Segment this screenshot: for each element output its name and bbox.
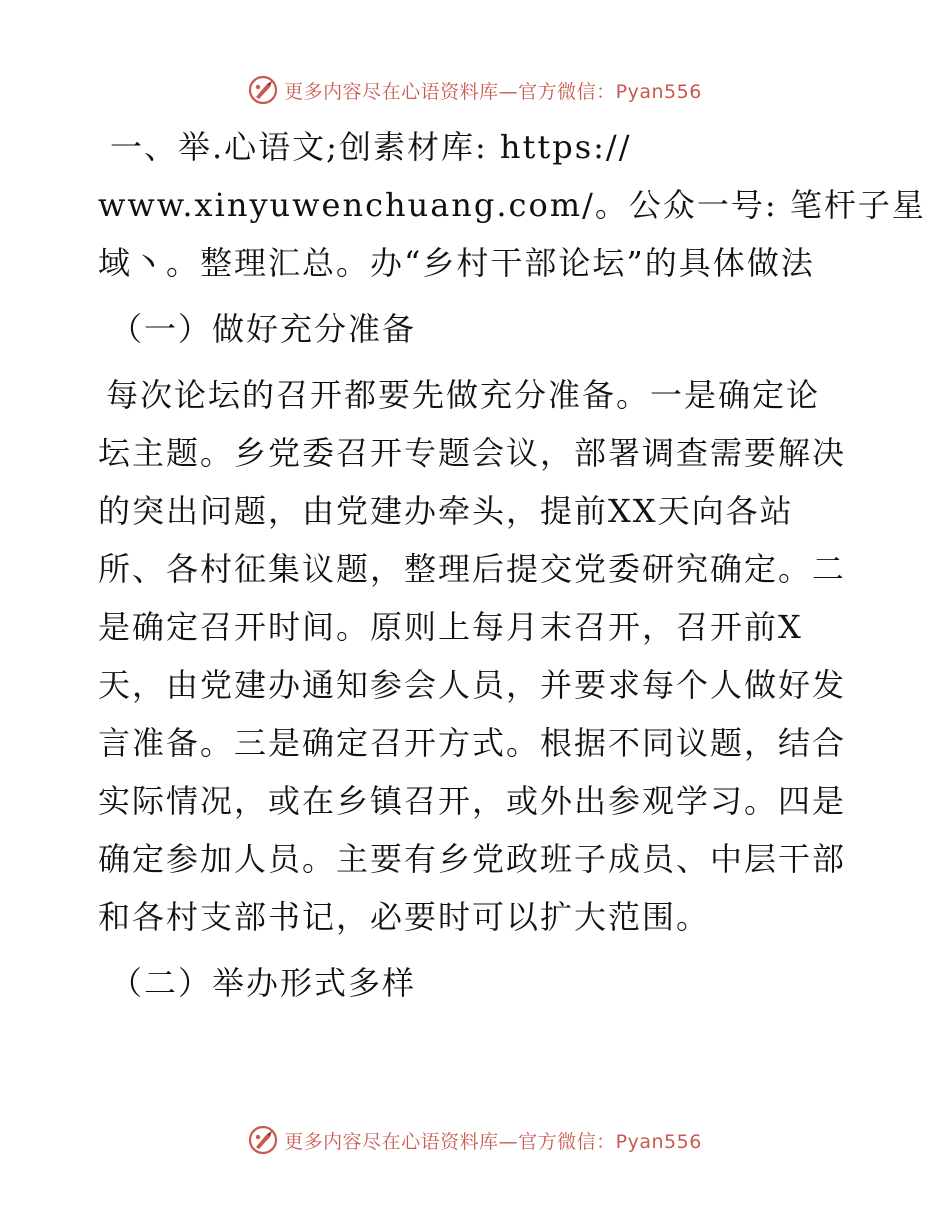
watermark-banner-top (0, 70, 950, 110)
paragraph-line: 所、各村征集议题，整理后提交党委研究确定。二 (98, 550, 847, 588)
section-heading: （二）举办形式多样 (110, 964, 417, 1002)
paragraph-line: 实际情况，或在乡镇召开，或外出参观学习。四是 (98, 782, 847, 820)
body-line: 域丶。整理汇总。办“乡村干部论坛”的具体做法 (98, 244, 815, 282)
paragraph-line: 每次论坛的召开都要先做充分准备。一是确定论 (106, 376, 821, 414)
watermark-text: 更多内容尽在心语资料库—官方微信：Pyan556 (284, 80, 702, 103)
document-body (98, 118, 926, 1020)
section-heading: （一）做好充分准备 (110, 310, 417, 348)
quill-logo-icon (248, 75, 278, 105)
watermark-text: 更多内容尽在心语资料库—官方微信：Pyan556 (284, 1130, 702, 1153)
body-line: 一、举.心语文;创素材库: https:// (110, 128, 632, 166)
paragraph-line: 确定参加人员。主要有乡党政班子成员、中层干部 (98, 840, 847, 878)
quill-logo-icon (248, 1125, 278, 1155)
paragraph-line: 的突出问题，由党建办牵头，提前XX天向各站 (98, 492, 794, 530)
paragraph-line: 坛主题。乡党委召开专题会议，部署调查需要解决 (98, 434, 847, 472)
paragraph-line: 言准备。三是确定召开方式。根据不同议题，结合 (98, 724, 847, 762)
paragraph-line: 是确定召开时间。原则上每月末召开，召开前X (98, 608, 803, 646)
paragraph-line: 天，由党建办通知参会人员，并要求每个人做好发 (98, 666, 847, 704)
paragraph-line: 和各村支部书记，必要时可以扩大范围。 (98, 898, 711, 936)
body-line: www.xinyuwenchuang.com/。公众一号: 笔杆子星 (98, 186, 926, 224)
watermark-banner-bottom (0, 1120, 950, 1160)
